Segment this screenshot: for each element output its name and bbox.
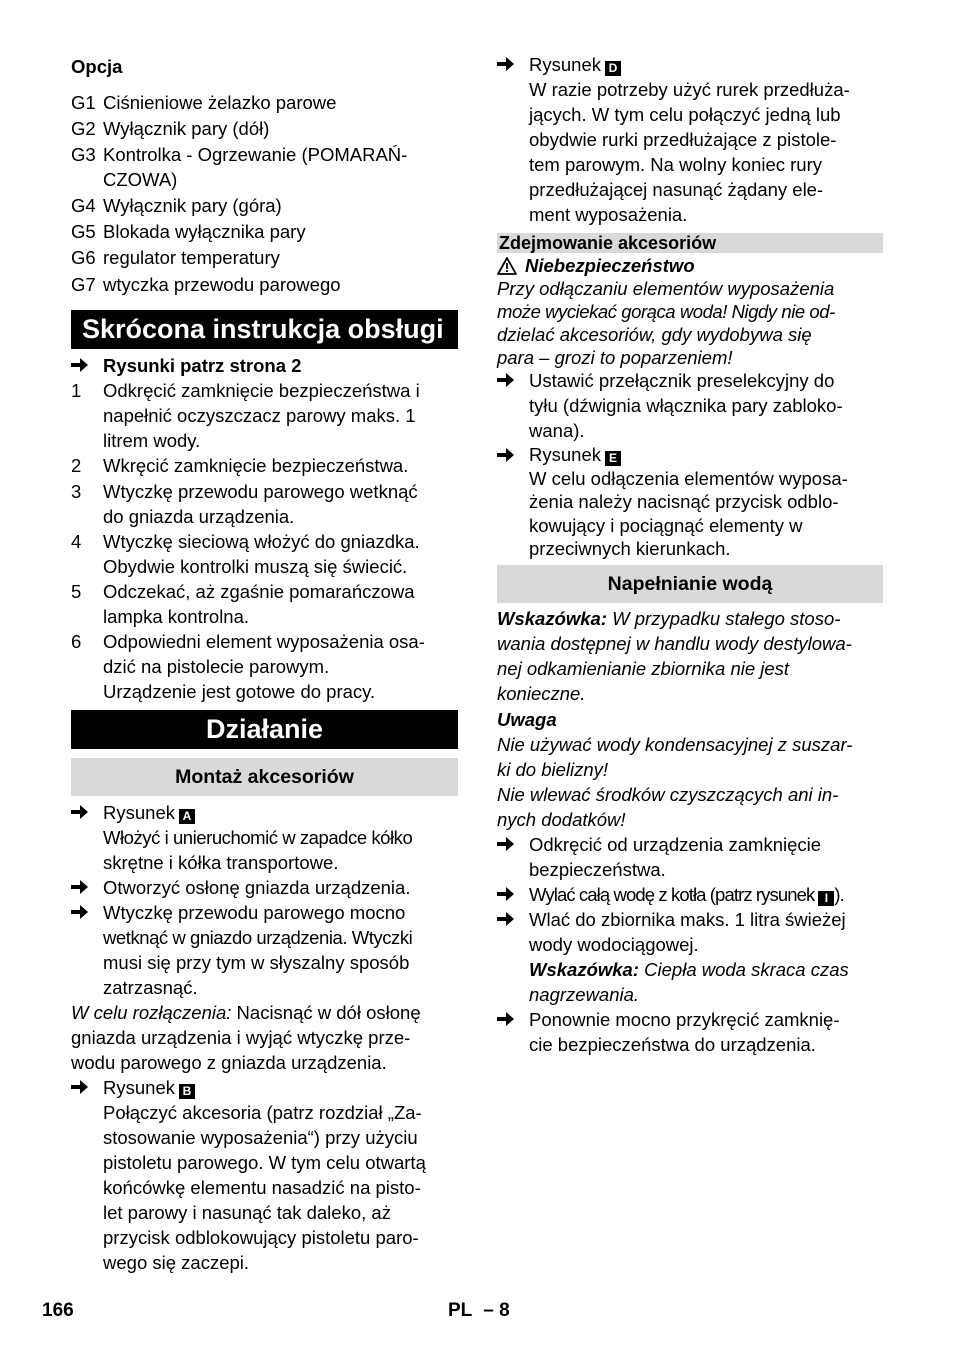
step-text xyxy=(529,368,883,443)
disconnect-line: gniazda urządzenia i wyjąć wtyczkę prze- xyxy=(71,1027,411,1048)
step-number: 3 xyxy=(71,481,82,502)
option-code: G2 xyxy=(71,118,96,139)
step-line: musi się przy tym w słyszalny sposób xyxy=(103,952,410,973)
quick-ref-text: Rysunki patrz strona 2 xyxy=(103,355,302,376)
footer-dash: – xyxy=(483,1300,494,1321)
figure-label: Rysunek xyxy=(529,444,601,465)
fig-e-heading xyxy=(529,443,883,467)
step-line: Wlać do zbiornika maks. 1 litra świeżej xyxy=(529,909,846,930)
note-line: wania dostępnej w handlu wody destylowa- xyxy=(497,633,852,654)
option-text: Wyłącznik pary (góra) xyxy=(103,195,282,216)
remove-accessories-title: Zdejmowanie akcesoriów xyxy=(497,233,883,253)
fig-e-line: kowujący i pociągnąć elementy w xyxy=(529,514,803,536)
quick-instructions-title: Skrócona instrukcja obsługi xyxy=(71,310,458,349)
fig-a-line: skrętne i kółka transportowe. xyxy=(103,852,339,873)
footer-lang: PL xyxy=(448,1300,472,1321)
fill-hint-line xyxy=(529,957,883,982)
step-line: cie bezpieczeństwa do urządzenia. xyxy=(529,1034,816,1055)
fig-d-line: W razie potrzeby użyć rurek przedłuża- xyxy=(529,79,850,100)
step-text xyxy=(103,579,458,629)
step-line: wody wodociągowej. xyxy=(529,934,699,955)
fig-b-line: stosowanie wyposażenia“) przy użyciu xyxy=(103,1127,418,1148)
fig-e-line: W celu odłączenia elementów wyposa- xyxy=(529,467,848,489)
fig-d-line: jących. W tym celu połączyć jedną lub xyxy=(529,104,841,125)
step-text xyxy=(529,882,883,907)
page-number: 166 xyxy=(42,1300,74,1321)
fig-d-line: ment wyposażenia. xyxy=(529,204,688,225)
fig-b-line: pistoletu parowego. W tym celu otwartą xyxy=(103,1152,426,1173)
arrow-right-icon xyxy=(71,1079,89,1095)
step-text xyxy=(529,832,883,882)
fig-d-line: przedłużającej nasunąć żądany ele- xyxy=(529,179,824,200)
step-text xyxy=(103,629,458,704)
step-text xyxy=(103,378,458,453)
danger-heading xyxy=(497,254,883,277)
arrow-right-icon xyxy=(71,804,89,820)
arrow-right-icon xyxy=(497,886,515,902)
danger-line: para – grozi to poparzeniem! xyxy=(497,347,733,368)
fig-b-heading xyxy=(103,1075,458,1100)
option-code: G7 xyxy=(71,274,96,295)
option-text: regulator temperatury xyxy=(103,247,280,268)
disconnect-text: Nacisnąć w dół osłonę xyxy=(236,1002,421,1023)
figure-badge: I xyxy=(818,891,834,906)
step-line: napełnić oczyszczacz parowy maks. 1 xyxy=(103,405,416,426)
step-line: Wkręcić zamknięcie bezpieczeństwa. xyxy=(103,455,409,476)
step-line: Urządzenie jest gotowe do pracy. xyxy=(103,681,376,702)
step-number: 1 xyxy=(71,380,82,401)
step-line: bezpieczeństwa. xyxy=(529,859,666,880)
figure-badge: B xyxy=(179,1084,195,1099)
step-line: wetknąć w gniazdo urządzenia. Wtyczki xyxy=(103,927,413,948)
fig-e-line: przeciwnych kierunkach. xyxy=(529,538,731,559)
step-text xyxy=(529,907,883,1007)
step-text xyxy=(529,1007,883,1057)
arrow-right-icon xyxy=(497,836,515,852)
caution-line: Nie używać wody kondensacyjnej z suszar- xyxy=(497,734,853,755)
fig-a-line: Włożyć i unieruchomić w zapadce kółko xyxy=(103,827,413,848)
danger-line: dzielać akcesoriów, gdy wydobywa się xyxy=(497,324,812,345)
figure-label: Rysunek xyxy=(529,54,601,75)
option-code: G3 xyxy=(71,144,96,165)
step-line: Obydwie kontrolki muszą się świecić. xyxy=(103,556,408,577)
caution-line: ki do bielizny! xyxy=(497,759,609,780)
danger-block xyxy=(497,254,883,369)
step-line-end: ). xyxy=(834,884,844,905)
option-code: G5 xyxy=(71,221,96,242)
option-heading: Opcja xyxy=(71,56,123,77)
fig-b-line: wego się zaczepi. xyxy=(103,1252,250,1273)
arrow-right-icon xyxy=(71,879,89,895)
step-number: 5 xyxy=(71,581,82,602)
arrow-right-icon xyxy=(71,904,89,920)
figure-badge: A xyxy=(179,809,195,824)
option-text xyxy=(103,142,458,192)
option-code: G4 xyxy=(71,195,96,216)
operation-title: Działanie xyxy=(71,710,458,749)
option-text: Wyłącznik pary (dół) xyxy=(103,118,270,139)
fig-b-line: końcówkę elementu nasadzić na pisto- xyxy=(103,1177,421,1198)
danger-line: może wyciekać gorąca woda! Nigdy nie od- xyxy=(497,301,835,322)
step-line: wana). xyxy=(529,420,585,441)
warning-triangle-icon xyxy=(497,257,517,275)
step-text xyxy=(103,900,458,1000)
step-line: Odczekać, aż zgaśnie pomarańczowa xyxy=(103,581,415,602)
disconnect-paragraph xyxy=(71,1000,458,1075)
step-line: Wtyczkę przewodu parowego wetknąć xyxy=(103,481,418,502)
step-text: Otworzyć osłonę gniazda urządzenia. xyxy=(103,877,411,898)
fig-d-line: obydwie rurki przedłużające z pistole- xyxy=(529,129,837,150)
option-text-line: CZOWA) xyxy=(103,169,178,190)
step-text xyxy=(103,479,458,529)
step-line: Wtyczkę sieciową włożyć do gniazdka. xyxy=(103,531,420,552)
figure-label: Rysunek xyxy=(103,1077,175,1098)
step-line: dzić na pistolecie parowym. xyxy=(103,656,330,677)
fig-b-text xyxy=(103,1075,458,1275)
step-number: 2 xyxy=(71,455,82,476)
option-code: G1 xyxy=(71,92,96,113)
step-text xyxy=(103,453,458,478)
note-paragraph xyxy=(497,606,883,706)
mount-accessories-title: Montaż akcesoriów xyxy=(71,758,458,796)
step-line: do gniazda urządzenia. xyxy=(103,506,295,527)
step-line: Odkręcić od urządzenia zamknięcie xyxy=(529,834,822,855)
figure-badge: E xyxy=(605,451,621,466)
step-number: 6 xyxy=(71,631,82,652)
note-line: konieczne. xyxy=(497,683,586,704)
danger-label: Niebezpieczeństwo xyxy=(525,255,695,276)
step-text xyxy=(103,529,458,579)
step-line: lampka kontrolna. xyxy=(103,606,250,627)
disconnect-line: wodu parowego z gniazda urządzenia. xyxy=(71,1052,387,1073)
fig-a-text xyxy=(103,800,458,875)
step-line: Wtyczkę przewodu parowego mocno xyxy=(103,902,406,923)
step-line: Odkręcić zamknięcie bezpieczeństwa i xyxy=(103,380,420,401)
note-text: W przypadku stałego stoso- xyxy=(612,608,841,629)
caution-line: Nie wlewać środków czyszczących ani in- xyxy=(497,784,839,805)
step-line: Ustawić przełącznik preselekcyjny do xyxy=(529,370,835,391)
caution-line: nych dodatków! xyxy=(497,809,626,830)
fig-d-text xyxy=(529,52,883,227)
option-text-line: Kontrolka - Ogrzewanie (POMARAŃ- xyxy=(103,144,408,165)
fig-b-line: let parowy i nasunąć tak daleko, aż xyxy=(103,1202,391,1223)
step-line: tyłu (dźwignia włącznika pary zabloko- xyxy=(529,395,843,416)
step-number: 4 xyxy=(71,531,82,552)
caution-block xyxy=(497,707,883,832)
arrow-right-icon xyxy=(497,447,515,463)
fill-water-title: Napełnianie wodą xyxy=(497,565,883,603)
arrow-right-icon xyxy=(497,372,515,388)
fig-b-line: przycisk odblokowujący pistoletu paro- xyxy=(103,1227,419,1248)
fig-a-heading xyxy=(103,800,458,825)
step-line: litrem wody. xyxy=(103,430,201,451)
note-first-line xyxy=(497,606,883,631)
step-line: Wylać całą wodę z kotła (patrz rysunek xyxy=(529,884,815,905)
disconnect-lead: W celu rozłączenia: xyxy=(71,1002,232,1023)
note-lead: Wskazówka: xyxy=(497,608,608,629)
caution-heading: Uwaga xyxy=(497,709,557,730)
fig-e-line: żenia należy nacisnąć przycisk odblo- xyxy=(529,491,839,512)
figure-label: Rysunek xyxy=(103,802,175,823)
fig-e-text xyxy=(529,443,883,561)
danger-line: Przy odłączaniu elementów wyposażenia xyxy=(497,278,835,299)
step-line: Odpowiedni element wyposażenia osa- xyxy=(103,631,425,652)
figure-badge: D xyxy=(605,61,621,76)
arrow-right-icon xyxy=(497,56,515,72)
option-text: wtyczka przewodu parowego xyxy=(103,274,341,295)
hint-text: nagrzewania. xyxy=(529,984,640,1005)
option-code: G6 xyxy=(71,247,96,268)
hint-text: Ciepła woda skraca czas xyxy=(644,959,849,980)
option-text: Blokada wyłącznika pary xyxy=(103,221,306,242)
hint-lead: Wskazówka: xyxy=(529,959,640,980)
arrow-right-icon xyxy=(71,357,89,373)
footer-section-page: 8 xyxy=(499,1300,510,1321)
disconnect-first-line xyxy=(71,1000,458,1025)
footer-section xyxy=(448,1298,510,1323)
fig-d-line: tem parowym. Na wolny koniec rury xyxy=(529,154,823,175)
option-text: Ciśnieniowe żelazko parowe xyxy=(103,92,337,113)
step-line: zatrzasnąć. xyxy=(103,977,198,998)
fig-d-heading xyxy=(529,52,883,77)
fig-b-line: Połączyć akcesoria (patrz rozdział „Za- xyxy=(103,1102,422,1123)
note-line: nej odkamienianie zbiornika nie jest xyxy=(497,658,790,679)
arrow-right-icon xyxy=(497,911,515,927)
step-line: Ponownie mocno przykręcić zamknię- xyxy=(529,1009,840,1030)
arrow-right-icon xyxy=(497,1011,515,1027)
